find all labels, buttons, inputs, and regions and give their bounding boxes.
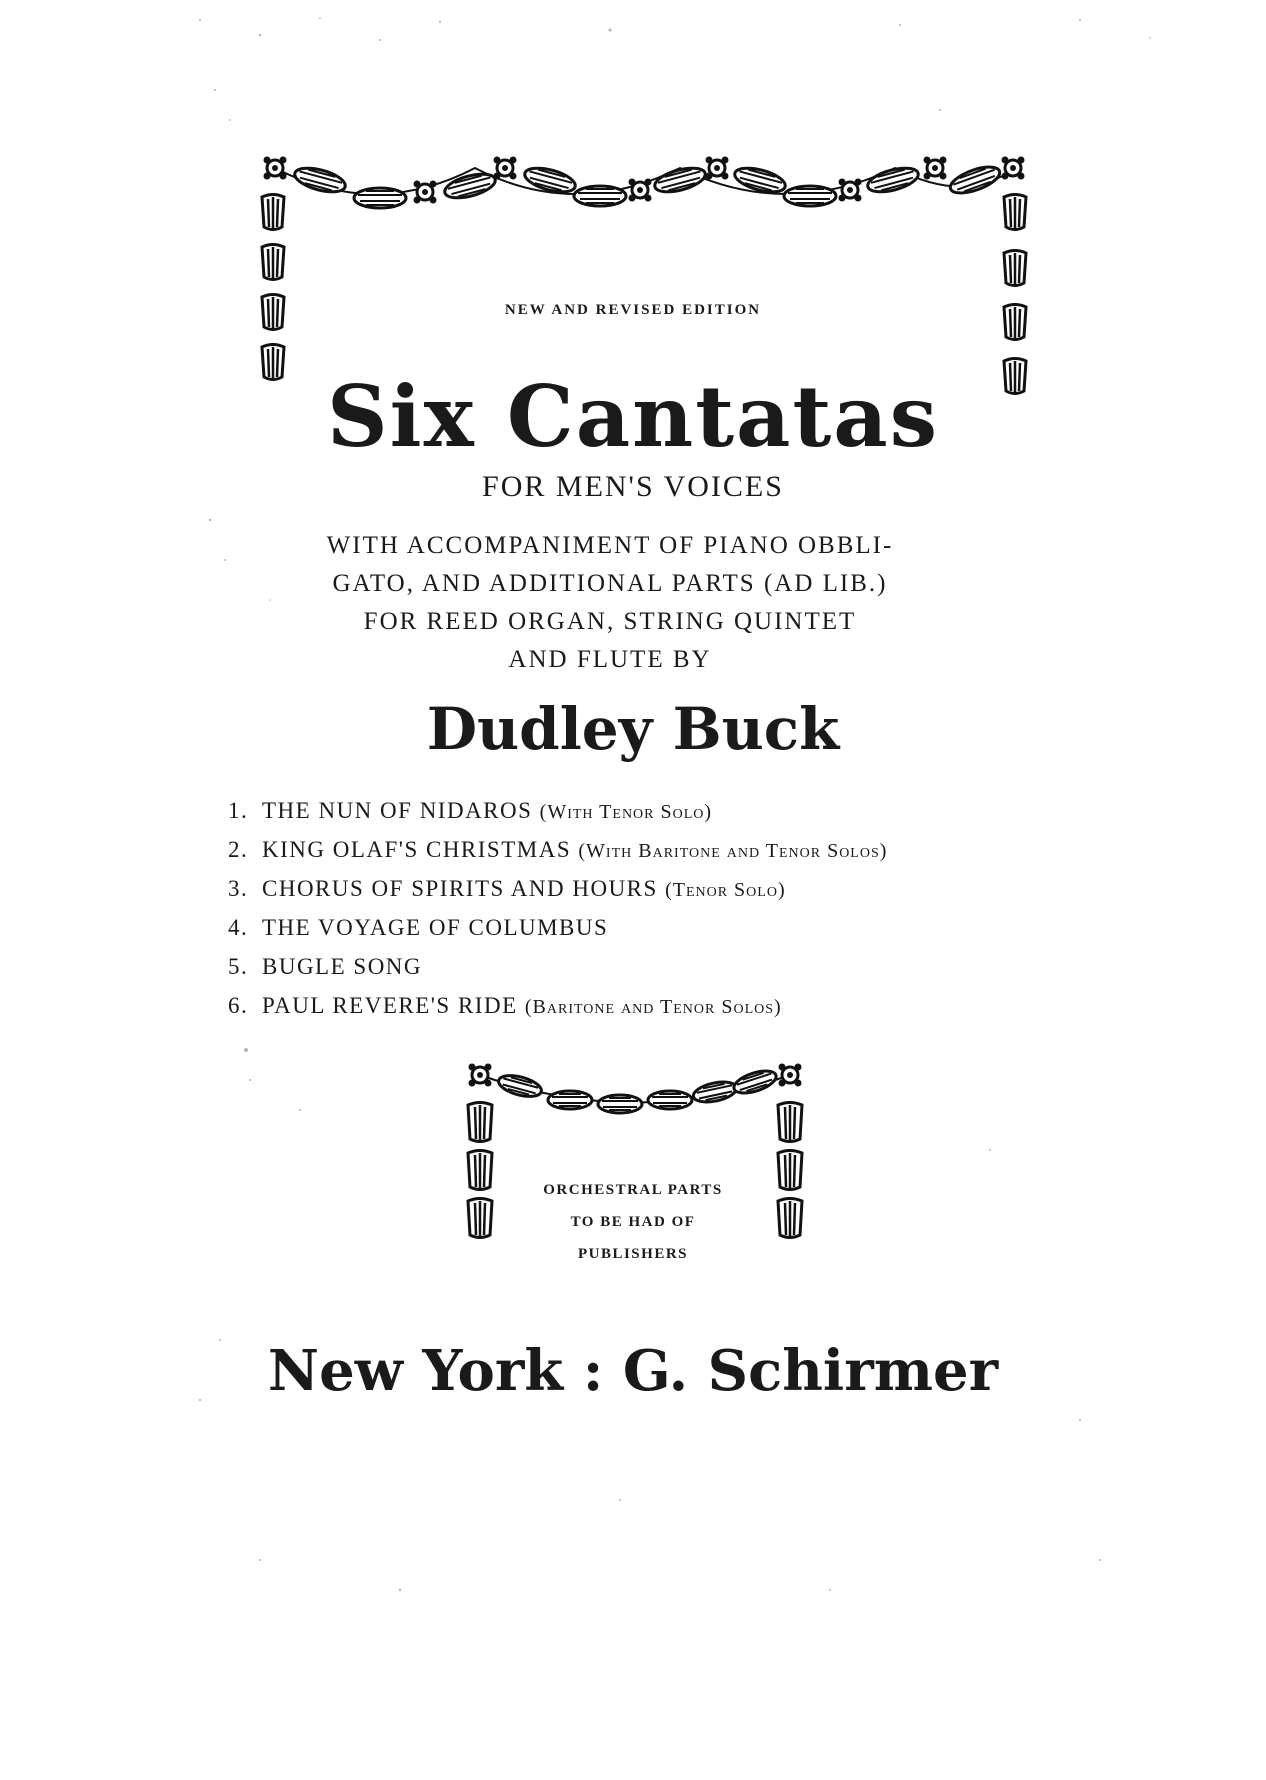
work-item [228, 915, 1008, 954]
work-note: (Tenor Solo) [665, 879, 786, 901]
orchestral-note-line: ORCHESTRAL PARTS [543, 1182, 723, 1198]
work-title: PAUL REVERE'S RIDE [262, 993, 518, 1018]
work-note: (Baritone and Tenor Solos) [524, 996, 782, 1018]
work-item [228, 798, 1008, 837]
work-number: 2. [228, 837, 249, 862]
work-number: 6. [228, 993, 249, 1018]
subtitle: FOR MEN'S VOICES [482, 470, 784, 503]
orchestral-note-line: PUBLISHERS [577, 1246, 689, 1262]
edition-label: NEW AND REVISED EDITION [504, 302, 762, 318]
work-number: 1. [228, 798, 249, 823]
work-item [228, 876, 1008, 915]
description-line: GATO, AND ADDITIONAL PARTS (AD LIB.) [332, 570, 888, 597]
work-note: (With Tenor Solo) [539, 801, 713, 823]
description-line: FOR REED ORGAN, STRING QUINTET [363, 608, 857, 635]
work-title: THE NUN OF NIDAROS [262, 798, 533, 823]
main-title: Six Cantatas [327, 367, 939, 466]
orchestral-note-line: TO BE HAD OF [570, 1214, 696, 1230]
work-title: BUGLE SONG [262, 954, 423, 979]
work-number: 5. [228, 954, 249, 979]
composer-name: Dudley Buck [426, 695, 840, 763]
work-number: 3. [228, 876, 249, 901]
work-item [228, 993, 1008, 1032]
description-line: WITH ACCOMPANIMENT OF PIANO OBBLI- [326, 532, 894, 559]
description [260, 527, 960, 679]
work-number: 4. [228, 915, 249, 940]
work-title: THE VOYAGE OF COLUMBUS [262, 915, 609, 940]
description-line: AND FLUTE BY [508, 646, 712, 673]
works-list [228, 798, 1008, 1032]
work-item [228, 837, 1008, 876]
publisher-imprint: New York : G. Schirmer [267, 1338, 999, 1404]
orchestral-parts-note [500, 1174, 766, 1270]
work-item [228, 954, 1008, 993]
work-note: (With Baritone and Tenor Solos) [578, 840, 888, 862]
work-title: CHORUS OF SPIRITS AND HOURS [262, 876, 658, 901]
work-title: KING OLAF'S CHRISTMAS [262, 837, 572, 862]
